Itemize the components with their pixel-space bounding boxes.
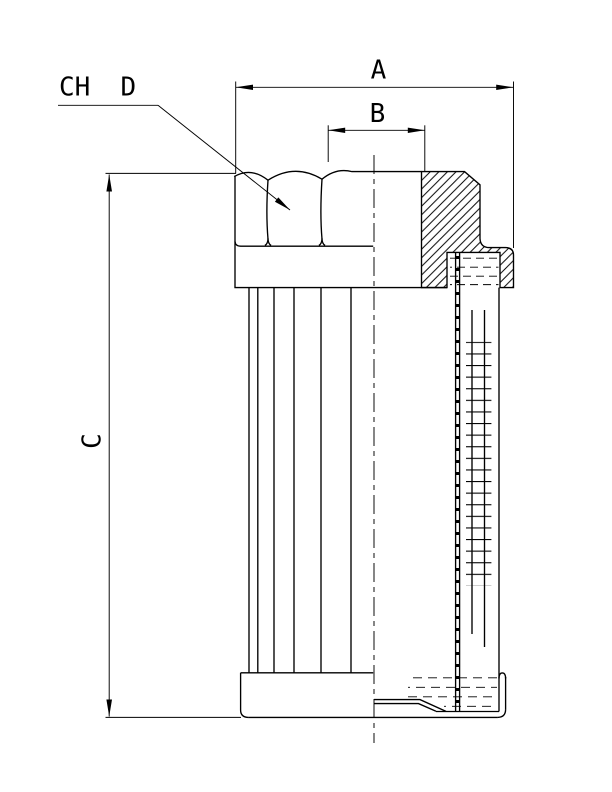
dim-b-label: B <box>369 99 386 129</box>
dim-c-label: C <box>77 433 108 449</box>
label-d: D <box>120 72 137 103</box>
dim-a-label: A <box>370 55 387 86</box>
label-ch: CH <box>59 72 91 103</box>
mesh-rungs <box>466 342 491 586</box>
